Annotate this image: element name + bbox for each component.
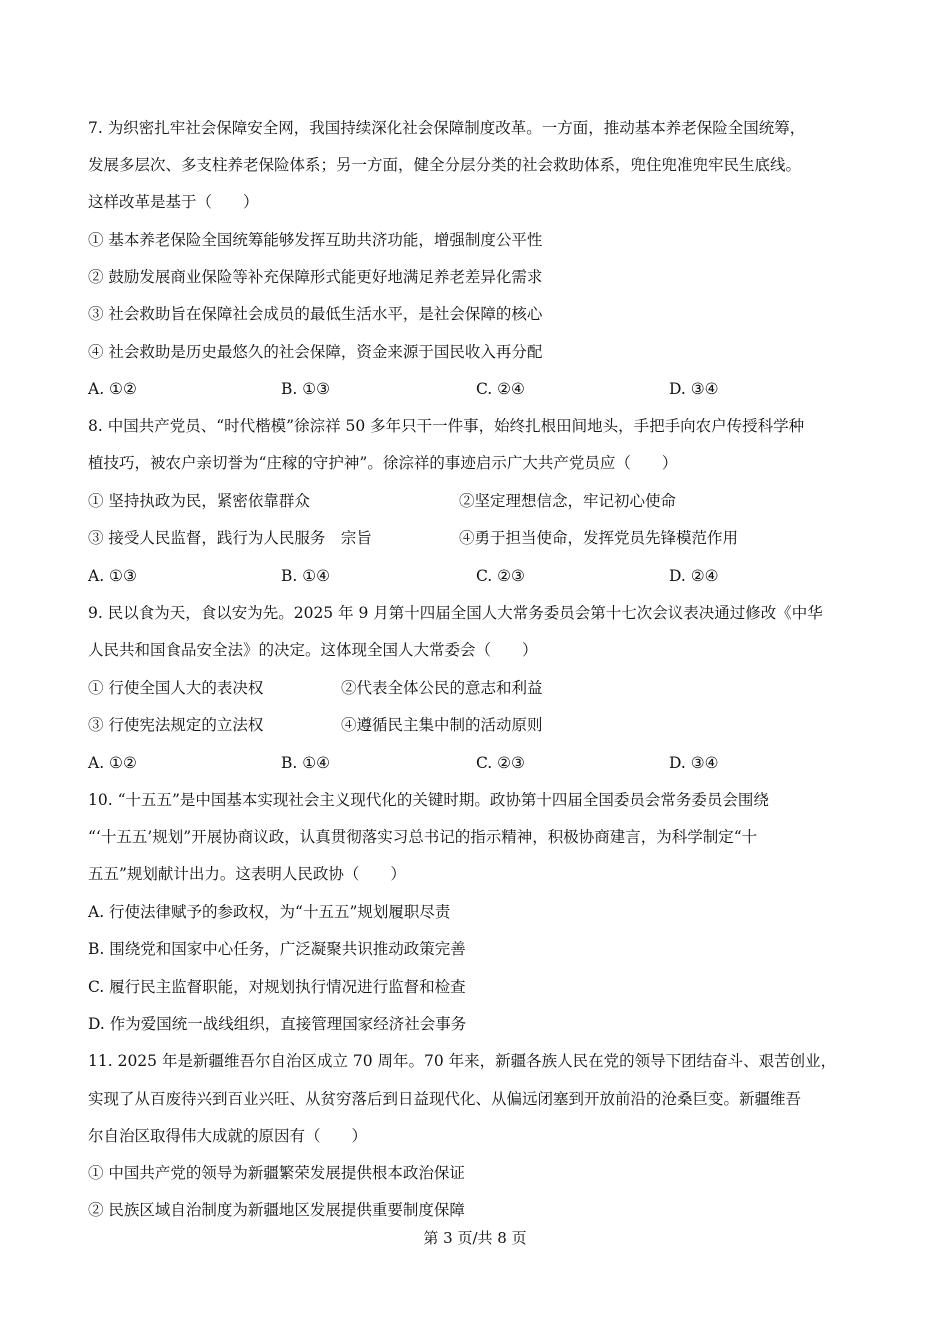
statement-3: ③ 社会救助旨在保障社会成员的最低生活水平，是社会保障的核心 [88, 305, 543, 323]
statement-1: ① 基本养老保险全国统筹能够发挥互助共济功能，增强制度公平性 [88, 231, 543, 249]
choice-b: B. ①④ [281, 754, 331, 772]
statement-1: ① 中国共产党的领导为新疆繁荣发展提供根本政治保证 [88, 1164, 465, 1182]
statement-1: ① 行使全国人大的表决权 [88, 679, 264, 697]
question-stem-line: 植技巧，被农户亲切誉为“庄稼的守护神”。徐淙祥的事迹启示广大共产党员应（ ） [88, 454, 678, 472]
statement-3: ③ 接受人民监督，践行为人民服务 宗旨 [88, 529, 372, 547]
statement-3: ③ 行使宪法规定的立法权 [88, 716, 264, 734]
choice-b: B. 围绕党和国家中心任务，广泛凝聚共识推动政策完善 [88, 940, 466, 958]
statement-4: ④遵循民主集中制的活动原则 [341, 716, 543, 734]
question-stem-line: 9. 民以食为天，食以安为先。2025 年 9 月第十四届全国人大常务委员会第十七次会议表决通过修改《中华 [88, 604, 823, 622]
question-stem-line: “‘十五五’规划”开展协商议政，认真贯彻落实习总书记的指示精神，积极协商建言，为科学制定“十 [88, 828, 758, 846]
statement-2: ②坚定理想信念，牢记初心使命 [459, 492, 677, 510]
question-stem-line: 8. 中国共产党员、“时代楷模”徐淙祥 50 多年只干一件事，始终扎根田间地头，手把手向农户传授科学种 [88, 417, 805, 435]
question-stem-line: 这样改革是基于（ ） [88, 193, 259, 211]
choice-c: C. ②③ [476, 567, 525, 585]
choice-a: A. ①② [88, 754, 137, 772]
choice-a: A. ①③ [88, 567, 137, 585]
choice-d: D. ③④ [669, 754, 719, 772]
question-stem-line: 发展多层次、多支柱养老保险体系；另一方面，健全分层分类的社会救助体系，兜住兜准兜牢民生底线。 [88, 156, 802, 174]
choice-c: C. ②④ [476, 380, 525, 398]
question-stem-line: 10. “十五五”是中国基本实现社会主义现代化的关键时期。政协第十四届全国委员会常务委员会围绕 [88, 791, 769, 809]
question-stem-line: 五五”规划献计出力。这表明人民政协（ ） [88, 865, 406, 883]
choice-c: C. ②③ [476, 754, 525, 772]
choice-b: B. ①③ [281, 380, 331, 398]
statement-4: ④ 社会救助是历史最悠久的社会保障，资金来源于国民收入再分配 [88, 343, 543, 361]
question-stem-line: 尔自治区取得伟大成就的原因有（ ） [88, 1127, 368, 1145]
statement-2: ② 鼓励发展商业保险等补充保障形式能更好地满足养老差异化需求 [88, 268, 543, 286]
choice-c: C. 履行民主监督职能，对规划执行情况进行监督和检查 [88, 978, 466, 996]
statement-1: ① 坚持执政为民，紧密依靠群众 [88, 492, 310, 510]
question-stem-line: 7. 为织密扎牢社会保障安全网，我国持续深化社会保障制度改革。一方面，推动基本养老保险全国统筹， [88, 119, 806, 137]
question-stem-line: 实现了从百废待兴到百业兴旺、从贫穷落后到日益现代化、从偏远闭塞到开放前沿的沧桑巨变。新疆维吾 [88, 1090, 802, 1108]
choice-d: D. ③④ [669, 380, 719, 398]
page-footer: 第 3 页/共 8 页 [423, 1229, 527, 1247]
choice-d: D. 作为爱国统一战线组织，直接管理国家经济社会事务 [88, 1015, 467, 1033]
choice-b: B. ①④ [281, 567, 331, 585]
statement-2: ②代表全体公民的意志和利益 [341, 679, 543, 697]
question-stem-line: 人民共和国食品安全法》的决定。这体现全国人大常委会（ ） [88, 641, 538, 659]
question-stem-line: 11. 2025 年是新疆维吾尔自治区成立 70 周年。70 年来，新疆各族人民在党的领导下团结奋斗、艰苦创业， [88, 1052, 837, 1070]
statement-2: ② 民族区域自治制度为新疆地区发展提供重要制度保障 [88, 1201, 465, 1219]
choice-d: D. ②④ [669, 567, 719, 585]
statement-4: ④勇于担当使命，发挥党员先锋模范作用 [459, 529, 739, 547]
choice-a: A. ①② [88, 380, 137, 398]
choice-a: A. 行使法律赋予的参政权，为“十五五”规划履职尽责 [88, 903, 451, 921]
